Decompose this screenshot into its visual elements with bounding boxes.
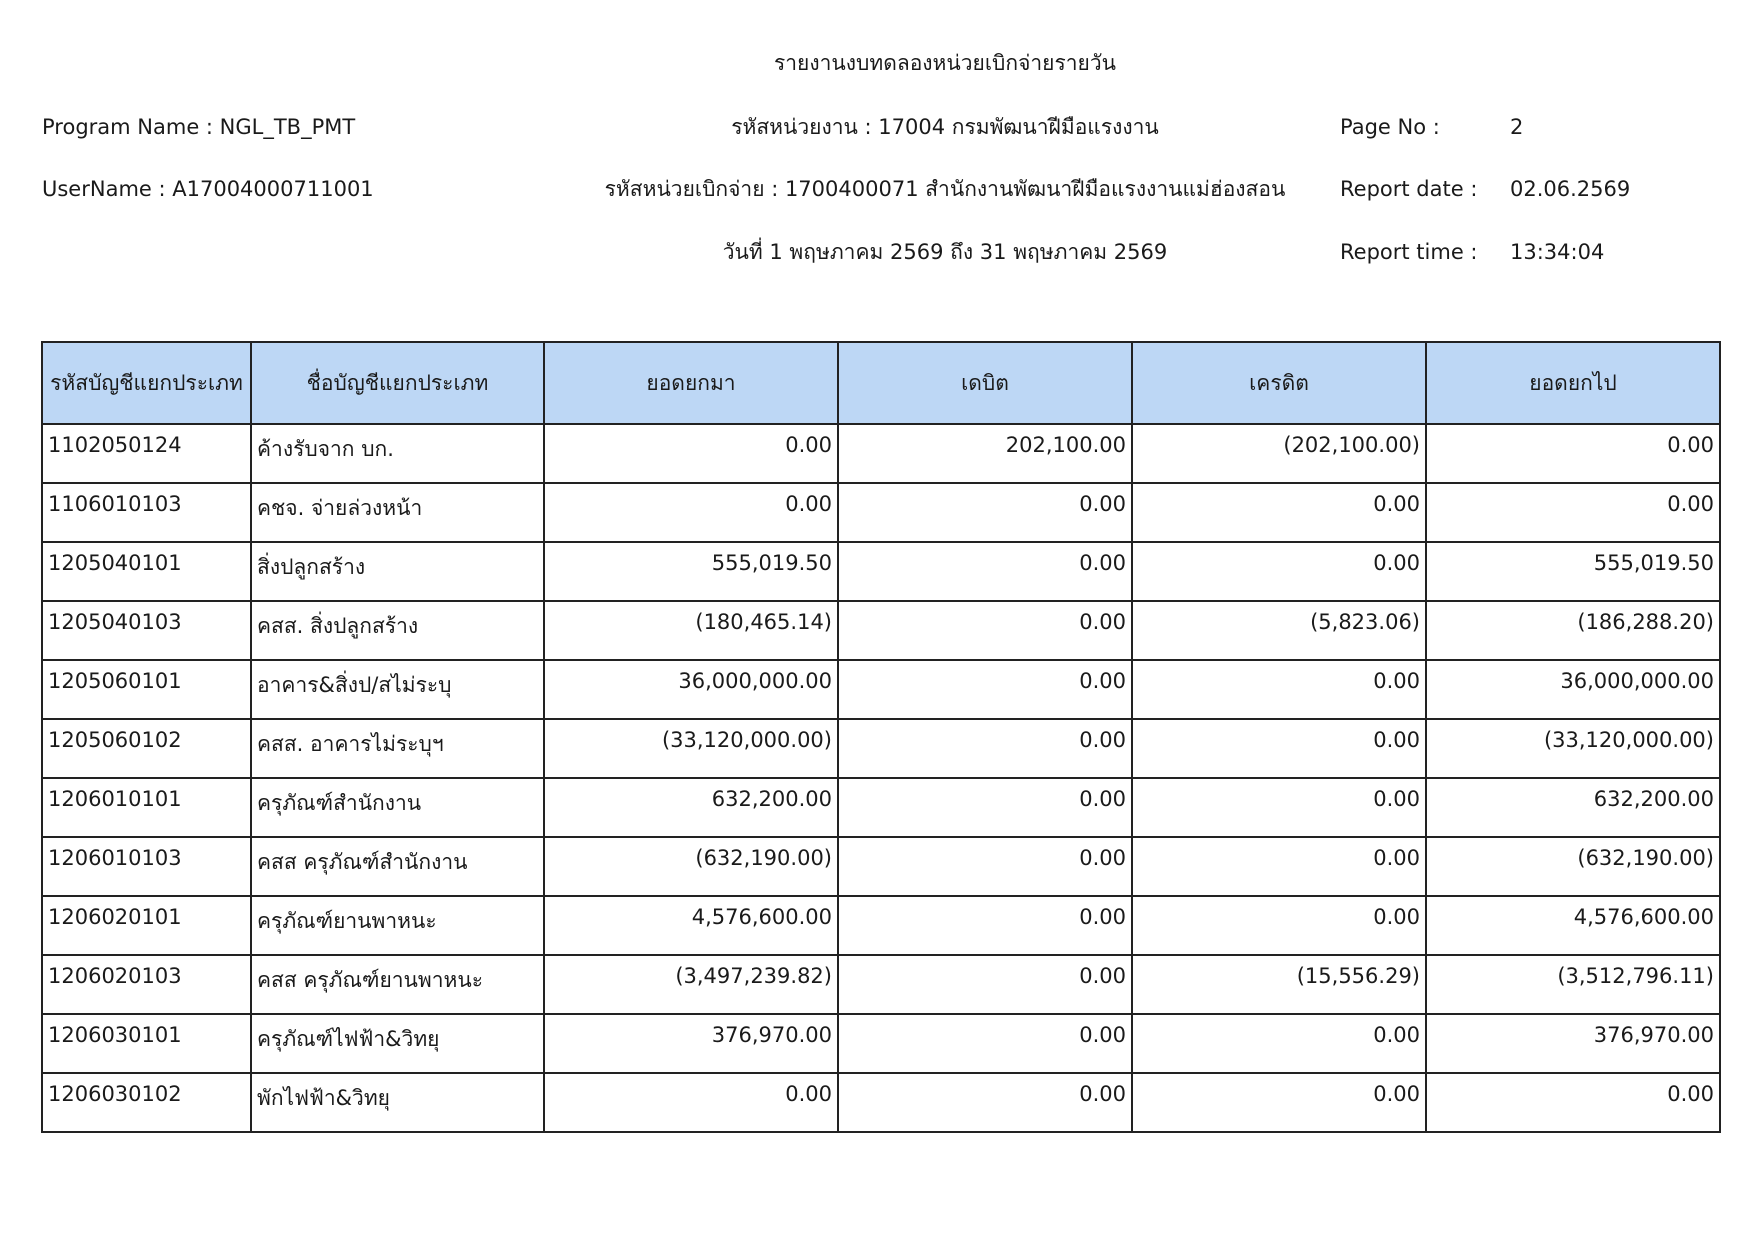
col-header-account-name: ชื่อบัญชีแยกประเภท — [251, 342, 544, 424]
cell-closing-balance: 555,019.50 — [1426, 542, 1720, 601]
cell-account-name: ค้างรับจาก บก. — [251, 424, 544, 483]
table-row — [42, 896, 1720, 955]
cell-debit: 0.00 — [838, 542, 1132, 601]
cell-closing-balance: (186,288.20) — [1426, 601, 1720, 660]
cell-debit: 0.00 — [838, 955, 1132, 1014]
cell-opening-balance: (180,465.14) — [544, 601, 838, 660]
agency-line: รหัสหน่วยงาน : 17004 กรมพัฒนาฝีมือแรงงาน — [731, 115, 1159, 139]
table-row — [42, 1073, 1720, 1132]
cell-opening-balance: 0.00 — [544, 483, 838, 542]
report-time-label: Report time : — [1340, 240, 1478, 264]
cell-credit: 0.00 — [1132, 1073, 1426, 1132]
table-row — [42, 837, 1720, 896]
cell-account-code: 1205040103 — [42, 601, 251, 660]
col-header-credit: เครดิต — [1132, 342, 1426, 424]
cell-closing-balance: 0.00 — [1426, 424, 1720, 483]
cell-opening-balance: 4,576,600.00 — [544, 896, 838, 955]
cell-debit: 0.00 — [838, 601, 1132, 660]
cell-closing-balance: 36,000,000.00 — [1426, 660, 1720, 719]
cell-account-code: 1205060101 — [42, 660, 251, 719]
cell-credit: 0.00 — [1132, 660, 1426, 719]
col-header-debit: เดบิต — [838, 342, 1132, 424]
cell-opening-balance: 0.00 — [544, 1073, 838, 1132]
page-no-label: Page No : — [1340, 115, 1440, 139]
cell-closing-balance: (33,120,000.00) — [1426, 719, 1720, 778]
col-header-closing-balance: ยอดยกไป — [1426, 342, 1720, 424]
table-header-row — [42, 342, 1720, 424]
cell-account-code: 1206030102 — [42, 1073, 251, 1132]
cell-account-code: 1206030101 — [42, 1014, 251, 1073]
cell-credit: 0.00 — [1132, 837, 1426, 896]
table-row — [42, 955, 1720, 1014]
cell-account-name: ครุภัณฑ์สำนักงาน — [251, 778, 544, 837]
cell-debit: 0.00 — [838, 1014, 1132, 1073]
cell-closing-balance: (632,190.00) — [1426, 837, 1720, 896]
table-body — [42, 424, 1720, 1132]
table-row — [42, 719, 1720, 778]
cell-credit: 0.00 — [1132, 896, 1426, 955]
cell-debit: 0.00 — [838, 1073, 1132, 1132]
cell-debit: 0.00 — [838, 719, 1132, 778]
cell-account-code: 1106010103 — [42, 483, 251, 542]
cell-account-name: คสส ครุภัณฑ์สำนักงาน — [251, 837, 544, 896]
cell-debit: 0.00 — [838, 837, 1132, 896]
cell-account-name: คสส. อาคารไม่ระบุฯ — [251, 719, 544, 778]
cell-closing-balance: 632,200.00 — [1426, 778, 1720, 837]
disbursing-unit-line: รหัสหน่วยเบิกจ่าย : 1700400071 สำนักงานพัฒนาฝีมือแรงงานแม่ฮ่องสอน — [604, 177, 1286, 201]
cell-account-code: 1206020103 — [42, 955, 251, 1014]
username: UserName : A17004000711001 — [42, 177, 374, 201]
page-no-value: 2 — [1510, 115, 1524, 139]
cell-credit: (202,100.00) — [1132, 424, 1426, 483]
cell-credit: (15,556.29) — [1132, 955, 1426, 1014]
cell-debit: 0.00 — [838, 660, 1132, 719]
cell-credit: 0.00 — [1132, 778, 1426, 837]
cell-closing-balance: 0.00 — [1426, 483, 1720, 542]
cell-closing-balance: (3,512,796.11) — [1426, 955, 1720, 1014]
table-row — [42, 601, 1720, 660]
cell-opening-balance: 376,970.00 — [544, 1014, 838, 1073]
cell-account-code: 1205060102 — [42, 719, 251, 778]
cell-account-name: พักไฟฟ้า&วิทยุ — [251, 1073, 544, 1132]
report-date-value: 02.06.2569 — [1510, 177, 1631, 201]
col-header-account-code: รหัสบัญชีแยกประเภท — [42, 342, 251, 424]
cell-account-name: อาคาร&สิ่งป/สไม่ระบุ — [251, 660, 544, 719]
cell-opening-balance: (33,120,000.00) — [544, 719, 838, 778]
cell-account-name: ครุภัณฑ์ยานพาหนะ — [251, 896, 544, 955]
table-row — [42, 542, 1720, 601]
report-time-value: 13:34:04 — [1510, 240, 1605, 264]
report-date-label: Report date : — [1340, 177, 1478, 201]
cell-credit: 0.00 — [1132, 1014, 1426, 1073]
cell-opening-balance: (632,190.00) — [544, 837, 838, 896]
table-row — [42, 483, 1720, 542]
cell-opening-balance: 632,200.00 — [544, 778, 838, 837]
cell-account-code: 1206020101 — [42, 896, 251, 955]
cell-account-name: คสส ครุภัณฑ์ยานพาหนะ — [251, 955, 544, 1014]
cell-credit: 0.00 — [1132, 483, 1426, 542]
trial-balance-table — [41, 341, 1721, 1133]
cell-account-name: คชจ. จ่ายล่วงหน้า — [251, 483, 544, 542]
cell-account-code: 1205040101 — [42, 542, 251, 601]
table-row — [42, 1014, 1720, 1073]
cell-opening-balance: 0.00 — [544, 424, 838, 483]
cell-closing-balance: 4,576,600.00 — [1426, 896, 1720, 955]
cell-account-name: สิ่งปลูกสร้าง — [251, 542, 544, 601]
cell-opening-balance: 36,000,000.00 — [544, 660, 838, 719]
cell-opening-balance: 555,019.50 — [544, 542, 838, 601]
cell-closing-balance: 0.00 — [1426, 1073, 1720, 1132]
cell-credit: 0.00 — [1132, 542, 1426, 601]
cell-debit: 0.00 — [838, 483, 1132, 542]
cell-account-name: คสส. สิ่งปลูกสร้าง — [251, 601, 544, 660]
cell-account-name: ครุภัณฑ์ไฟฟ้า&วิทยุ — [251, 1014, 544, 1073]
cell-opening-balance: (3,497,239.82) — [544, 955, 838, 1014]
table-row — [42, 778, 1720, 837]
cell-debit: 0.00 — [838, 896, 1132, 955]
date-range: วันที่ 1 พฤษภาคม 2569 ถึง 31 พฤษภาคม 2569 — [722, 240, 1168, 264]
cell-closing-balance: 376,970.00 — [1426, 1014, 1720, 1073]
table-row — [42, 424, 1720, 483]
cell-account-code: 1206010103 — [42, 837, 251, 896]
report-title: รายงานงบทดลองหน่วยเบิกจ่ายรายวัน — [773, 51, 1117, 75]
cell-debit: 202,100.00 — [838, 424, 1132, 483]
col-header-opening-balance: ยอดยกมา — [544, 342, 838, 424]
cell-credit: (5,823.06) — [1132, 601, 1426, 660]
table-row — [42, 660, 1720, 719]
cell-account-code: 1102050124 — [42, 424, 251, 483]
cell-debit: 0.00 — [838, 778, 1132, 837]
cell-credit: 0.00 — [1132, 719, 1426, 778]
program-name: Program Name : NGL_TB_PMT — [42, 115, 356, 139]
cell-account-code: 1206010101 — [42, 778, 251, 837]
